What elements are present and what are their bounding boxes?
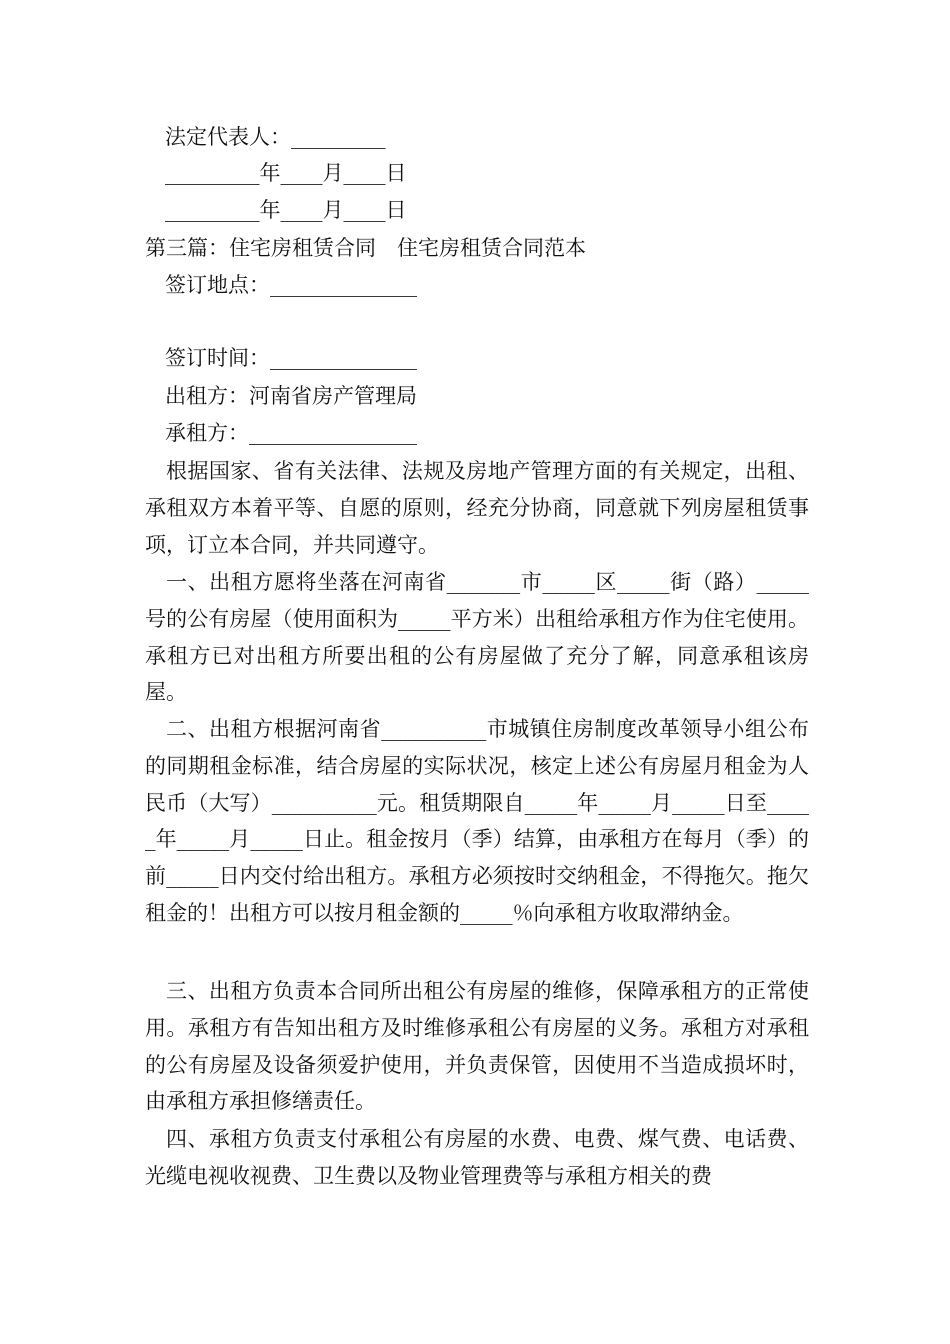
paragraph-clause-2: 二、出租方根据河南省__________市城镇住房制度改革领导小组公布的同期租金标准，结合房屋的实际状况，核定上述公有房屋月租金为人民币（大写）__________元。租赁期限自_____年_____月_____日至_____年_____月_____日止。租金按月（季）结算，由承租方在每月（季）的前_____日内交付给出租方。承租方必须按时交纳租金，不得拖欠。拖欠租金的！出租方可以按月租金额的_____％向承租方收取滞纳金。: [145, 717, 809, 925]
sign-place-field: 签订地点：______________: [165, 273, 417, 297]
date-line-2: _________年____月____日: [165, 198, 407, 222]
section-title: 第三篇：住宅房租赁合同 住宅房租赁合同范本: [145, 236, 586, 260]
lessee-field: 承租方：________________: [165, 421, 417, 445]
paragraph-clause-1: 一、出租方愿将坐落在河南省_______市_____区_____街（路）_____号的公有房屋（使用面积为_____平方米）出租给承租方作为住宅使用。承租方已对出租方所要出租的公有房屋做了充分了解，同意承租该房屋。: [145, 570, 809, 705]
lessor-field: 出租方：河南省房产管理局: [165, 384, 417, 408]
legal-representative-line: 法定代表人：_________: [165, 125, 386, 149]
paragraph-preamble: 根据国家、省有关法律、法规及房地产管理方面的有关规定，出租、承租双方本着平等、自愿的原则，经充分协商，同意就下列房屋租赁事项，订立本合同，并共同遵守。: [145, 459, 809, 557]
paragraph-clause-3: 三、出租方负责本合同所出租公有房屋的维修，保障承租方的正常使用。承租方有告知出租方及时维修承租公有房屋的义务。承租方对承租的公有房屋及设备须爱护使用，并负责保管，因使用不当造成损坏时，由承租方承担修缮责任。: [145, 979, 809, 1114]
paragraph-clause-4: 四、承租方负责支付承租公有房屋的水费、电费、煤气费、电话费、光缆电视收视费、卫生费以及物业管理费等与承租方相关的费: [145, 1127, 809, 1188]
sign-time-field: 签订时间：______________: [165, 346, 417, 370]
date-line-1: _________年____月____日: [165, 161, 407, 185]
